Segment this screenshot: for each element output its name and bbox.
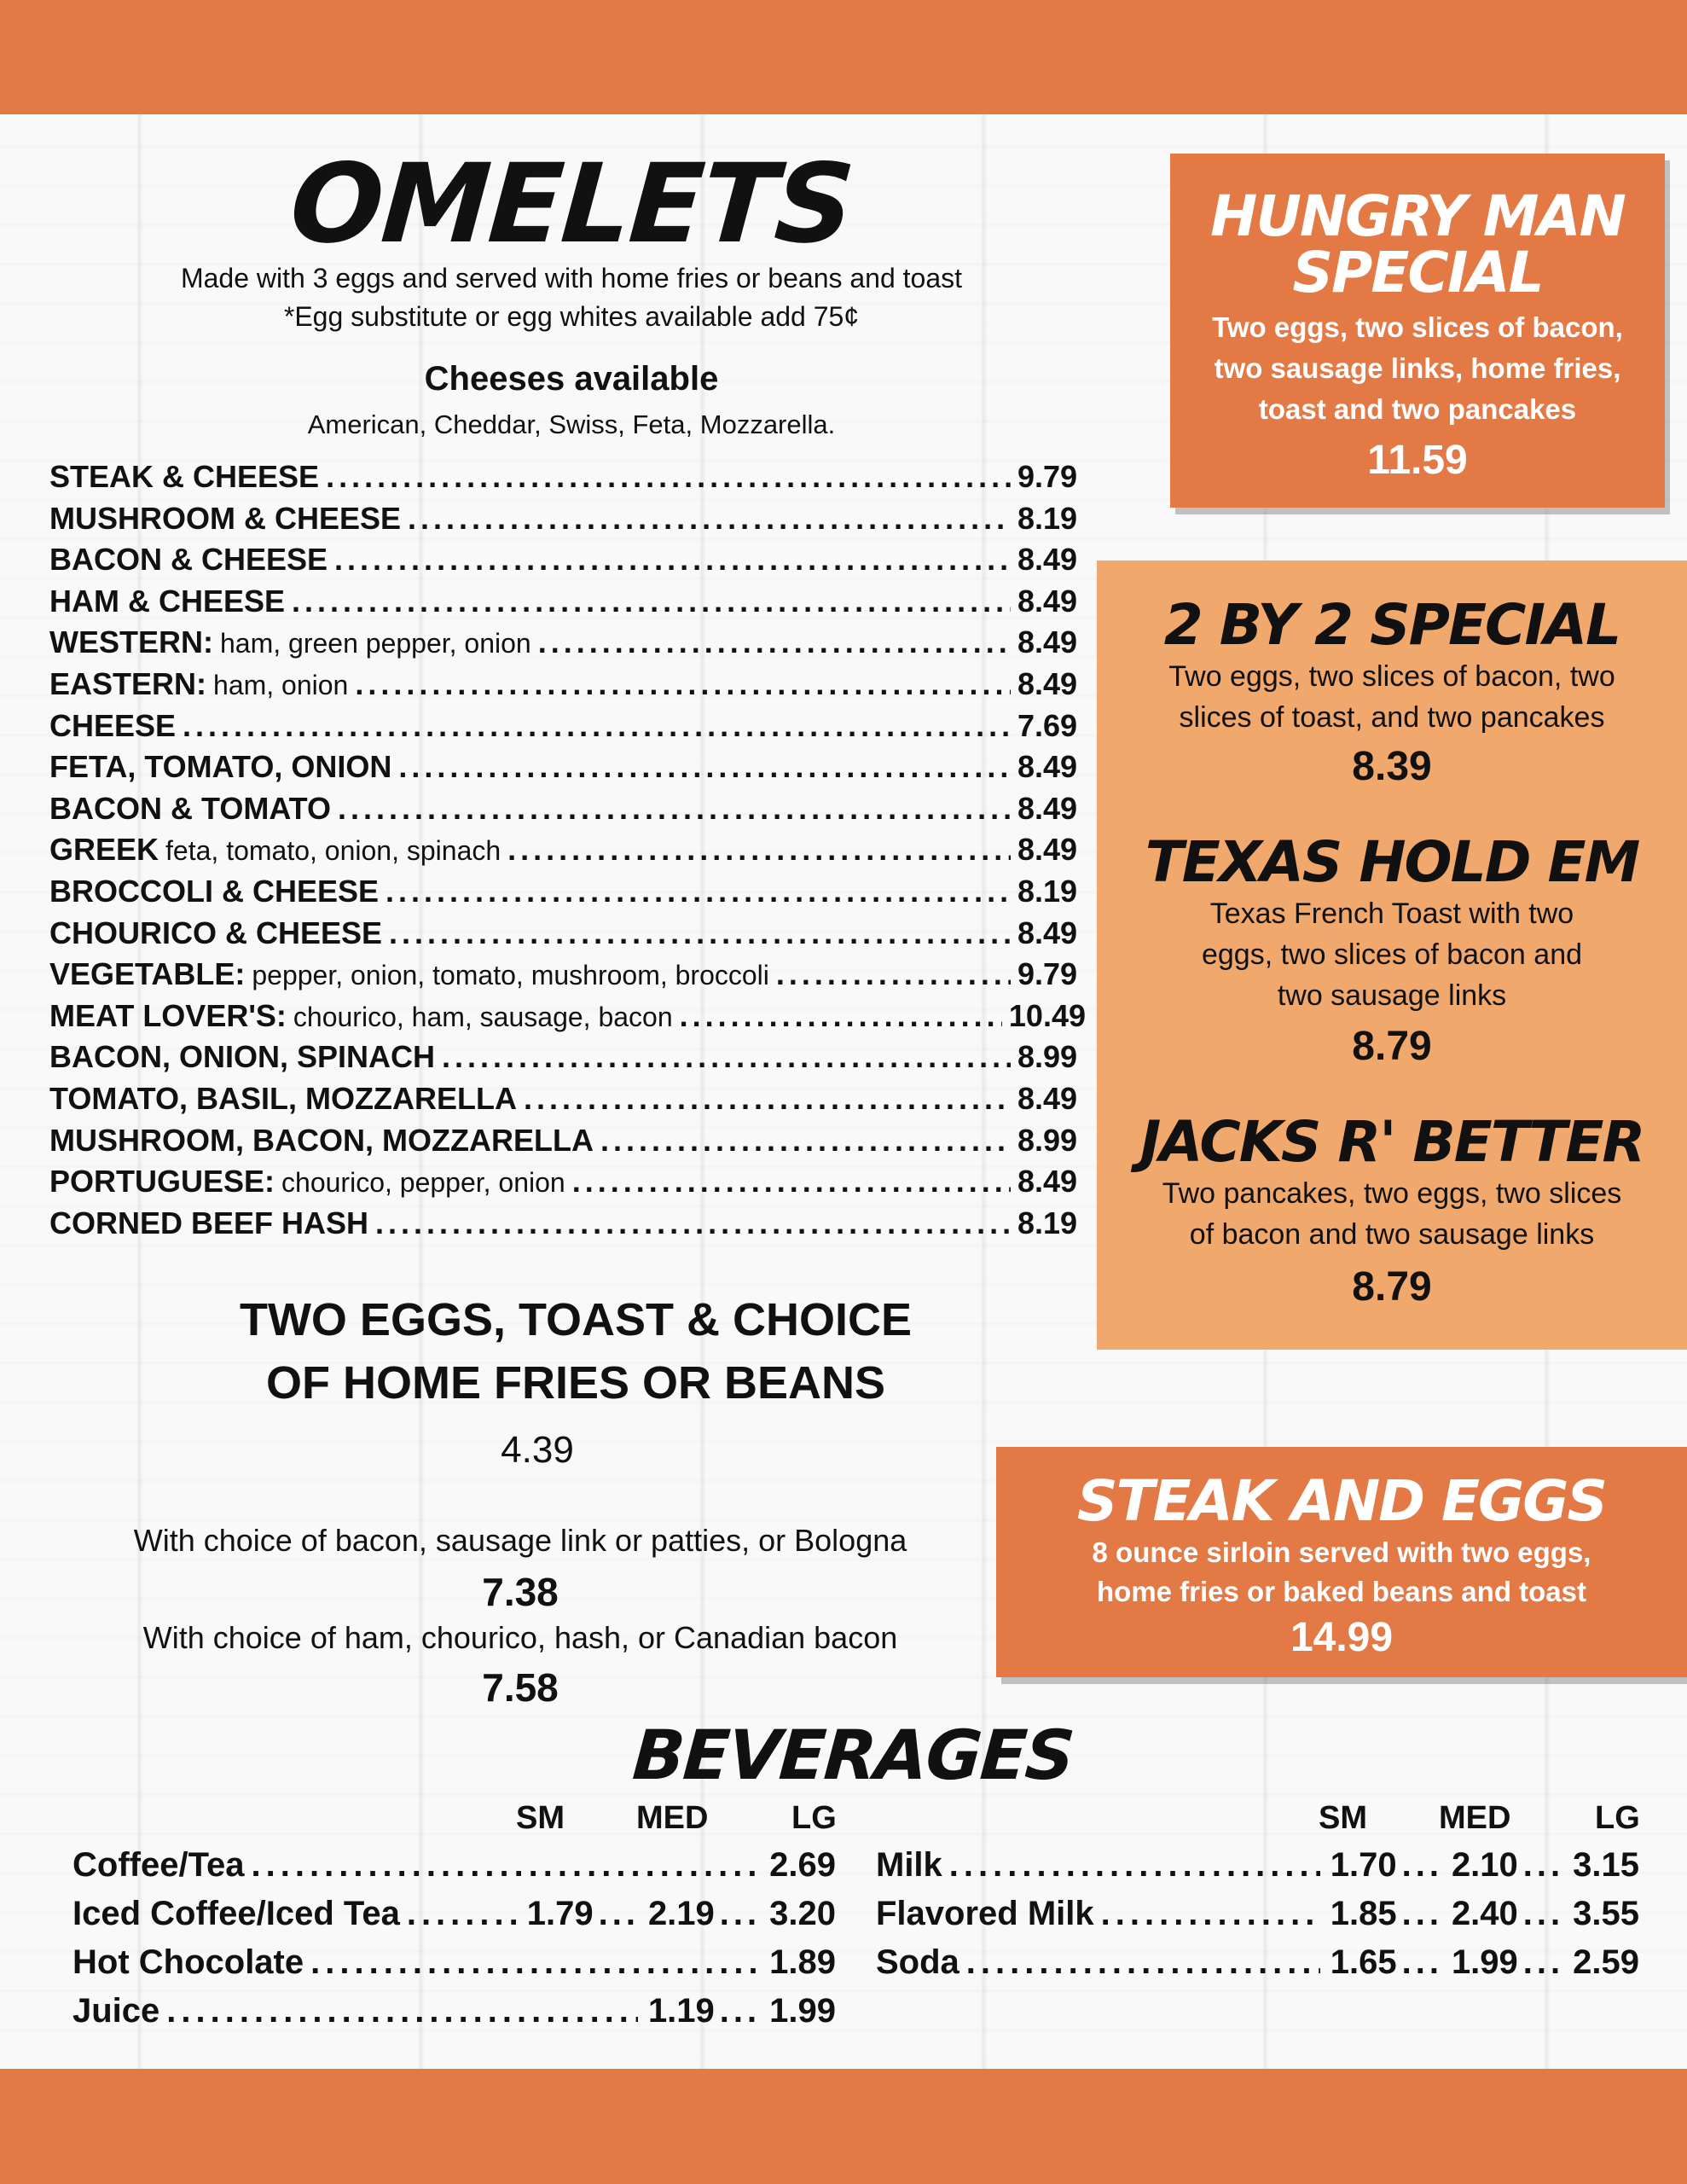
omelet-item-name: VEGETABLE: (49, 956, 246, 992)
dot-leader (600, 1123, 1011, 1159)
cheeses-list: American, Cheddar, Swiss, Feta, Mozzarella. (307, 410, 836, 439)
beverage-item (72, 1895, 836, 1943)
beverage-item (876, 1943, 1639, 1992)
dot-leader: ... (719, 1895, 762, 1932)
omelet-item-name: BACON, ONION, SPINACH (49, 1039, 436, 1075)
omelet-item-name: EASTERN: (49, 665, 207, 701)
omelet-item-price: 8.49 (1017, 749, 1078, 785)
omelet-item-name: TOMATO, BASIL, MOZZARELLA (49, 1080, 517, 1116)
omelet-item-desc: chourico, ham, sausage, bacon (293, 1001, 673, 1032)
hungry-man-special-box (1170, 154, 1665, 508)
texas-desc-line3: two sausage links (1277, 979, 1507, 1012)
bottom-banner (0, 2069, 1687, 2184)
bev-right-size-sm: SM (1319, 1800, 1367, 1836)
omelet-item-name: CORNED BEEF HASH (49, 1205, 369, 1240)
dot-leader (386, 874, 1011, 909)
beverage-name: Milk (876, 1846, 942, 1884)
omelet-item-desc: chourico, pepper, onion (281, 1167, 565, 1199)
beverages-right-list (876, 1846, 1639, 1992)
omelet-item-price: 8.99 (1017, 1122, 1078, 1158)
dot-leader: ... (1401, 1895, 1443, 1932)
dot-leader (776, 956, 1011, 992)
texas-desc-line1: Texas French Toast with two (1209, 897, 1574, 930)
jacks-desc-line1: Two pancakes, two eggs, two slices (1162, 1177, 1622, 1210)
omelet-item-name: MUSHROOM, BACON, MOZZARELLA (49, 1122, 594, 1158)
dot-leader (292, 584, 1011, 619)
beverage-item (72, 1943, 836, 1992)
steak-eggs-desc-line1: 8 ounce sirloin served with two eggs, (1092, 1536, 1591, 1568)
beverage-price-sm: 1.65 (1330, 1943, 1397, 1981)
specials-panel (1097, 561, 1687, 1350)
hungry-man-desc-line1: Two eggs, two slices of bacon, (1212, 311, 1623, 343)
dot-leader (389, 915, 1011, 951)
omelet-item-price: 8.19 (1017, 873, 1078, 909)
dot-leader: ... (1522, 1846, 1565, 1884)
beverage-price-sm: 1.70 (1330, 1846, 1397, 1884)
beverage-price-med: 2.19 (647, 1895, 715, 1932)
omelet-item (49, 832, 1086, 874)
omelet-item-name: BACON & TOMATO (49, 790, 331, 826)
dot-leader: ... (1522, 1943, 1565, 1981)
dot-leader (949, 1846, 1320, 1885)
jacks-desc-line2: of bacon and two sausage links (1189, 1218, 1595, 1251)
dot-leader (408, 501, 1011, 537)
dot-leader (538, 624, 1011, 660)
omelet-item (49, 1039, 1086, 1081)
beverage-name: Juice (72, 1992, 160, 2030)
dot-leader (572, 1164, 1011, 1199)
beverage-price-lg: 3.20 (769, 1895, 836, 1932)
beverage-price-med: 2.40 (1451, 1895, 1518, 1932)
hungry-man-title-line2: SPECIAL (1292, 240, 1543, 305)
hungry-man-desc-line2: two sausage links, home fries, (1214, 352, 1621, 384)
beverage-price-lg: 3.55 (1573, 1895, 1639, 1932)
beverage-price-lg: 1.89 (769, 1943, 836, 1981)
omelet-item-price: 8.19 (1017, 500, 1078, 536)
omelet-item (49, 998, 1086, 1040)
beverage-price-sm: 1.79 (526, 1895, 594, 1932)
beverage-price-med: 1.99 (1451, 1943, 1518, 1981)
steak-eggs-desc-line2: home fries or baked beans and toast (1097, 1576, 1586, 1607)
omelets-subtitle: Made with 3 eggs and served with home fries or beans and toast (180, 263, 963, 293)
omelet-item-name: GREEK (49, 832, 159, 868)
omelet-item (49, 666, 1086, 708)
omelet-item-price: 10.49 (1008, 997, 1086, 1033)
steak-eggs-price: 14.99 (1290, 1615, 1394, 1660)
dot-leader (524, 1081, 1011, 1117)
two-eggs-title-line2: OF HOME FRIES OR BEANS (265, 1357, 886, 1409)
dot-leader (252, 1846, 760, 1885)
dot-leader (310, 1943, 759, 1982)
dot-leader: ... (1401, 1943, 1443, 1981)
two-eggs-title-line1: TWO EGGS, TOAST & CHOICE (239, 1294, 913, 1345)
steak-eggs-title: STEAK AND EGGS (1077, 1468, 1606, 1534)
bev-left-size-sm: SM (516, 1800, 565, 1836)
hungry-man-title-line1: HUNGRY MAN (1210, 183, 1625, 249)
omelet-item-desc: ham, onion (213, 669, 349, 700)
omelet-item-name: STEAK & CHEESE (49, 459, 320, 494)
jacks-title: JACKS R' BETTER (1139, 1109, 1644, 1175)
two-eggs-price: 4.39 (501, 1429, 574, 1471)
jacks-price: 8.79 (1352, 1264, 1432, 1310)
omelet-item (49, 459, 1086, 501)
dot-leader (407, 1895, 517, 1933)
beverage-name: Coffee/Tea (72, 1846, 245, 1884)
omelet-item-name: WESTERN: (49, 624, 213, 660)
omelets-note: *Egg substitute or egg whites available add 75¢ (283, 301, 860, 332)
hungry-man-price: 11.59 (1367, 438, 1468, 483)
omelet-item-desc: feta, tomato, onion, spinach (165, 835, 501, 867)
dot-leader (507, 832, 1011, 868)
omelet-item (49, 749, 1086, 791)
omelet-item (49, 791, 1086, 833)
omelet-item-price: 8.49 (1017, 542, 1078, 578)
two-by-two-desc-line2: slices of toast, and two pancakes (1179, 701, 1605, 734)
omelet-item-price: 9.79 (1017, 956, 1078, 992)
dot-leader: ... (719, 1992, 762, 2030)
beverages-title: BEVERAGES (629, 1716, 1076, 1795)
omelet-item (49, 624, 1086, 666)
omelet-item-price: 8.99 (1017, 1039, 1078, 1075)
top-banner (0, 0, 1687, 114)
bev-right-size-med: MED (1439, 1800, 1511, 1836)
omelet-item-price: 8.49 (1017, 1164, 1078, 1199)
two-eggs-option1-price: 7.38 (482, 1570, 559, 1614)
hungry-man-desc-line3: toast and two pancakes (1258, 393, 1577, 425)
dot-leader (166, 1992, 638, 2030)
omelet-item (49, 1164, 1086, 1205)
omelet-item (49, 915, 1086, 957)
omelet-item (49, 584, 1086, 625)
dot-leader: ... (1522, 1895, 1565, 1932)
dot-leader (398, 749, 1011, 785)
omelet-item-name: BROCCOLI & CHEESE (49, 873, 380, 909)
bev-left-size-med: MED (636, 1800, 709, 1836)
omelet-item-price: 8.49 (1017, 665, 1078, 701)
two-eggs-option1: With choice of bacon, sausage link or patties, or Bologna (133, 1523, 907, 1558)
omelet-item (49, 1081, 1086, 1123)
omelet-item-price: 8.49 (1017, 1080, 1078, 1116)
beverages-left-list (72, 1846, 836, 2041)
texas-title: TEXAS HOLD EM (1145, 829, 1639, 895)
omelet-item (49, 874, 1086, 915)
beverage-item (72, 1992, 836, 2041)
dot-leader (183, 708, 1011, 744)
omelet-item (49, 1123, 1086, 1165)
beverage-item (876, 1846, 1639, 1895)
dot-leader (442, 1039, 1011, 1075)
dot-leader (334, 542, 1011, 578)
beverage-price-lg: 2.69 (769, 1846, 836, 1884)
two-by-two-title: 2 BY 2 SPECIAL (1163, 592, 1620, 658)
omelet-item (49, 501, 1086, 543)
omelet-item-price: 8.49 (1017, 583, 1078, 619)
omelet-item-name: CHEESE (49, 707, 177, 743)
omelet-item-price: 8.49 (1017, 915, 1078, 950)
steak-and-eggs-box (996, 1447, 1687, 1677)
omelet-item-price: 8.49 (1017, 790, 1078, 826)
dot-leader (680, 998, 1002, 1034)
bev-right-size-lg: LG (1595, 1800, 1640, 1836)
omelet-item-name: PORTUGUESE: (49, 1164, 275, 1199)
two-eggs-option2-price: 7.58 (482, 1665, 559, 1710)
dot-leader (1101, 1895, 1320, 1933)
omelet-item-name: FETA, TOMATO, ONION (49, 749, 392, 785)
dot-leader: ... (598, 1895, 640, 1932)
omelet-item-name: BACON & CHEESE (49, 542, 328, 578)
omelet-item-name: HAM & CHEESE (49, 583, 286, 619)
omelet-item-price: 9.79 (1017, 459, 1078, 494)
beverage-price-lg: 1.99 (769, 1992, 836, 2030)
omelet-list (49, 459, 1086, 1246)
omelet-item-price: 8.19 (1017, 1205, 1078, 1240)
omelet-item-name: CHOURICO & CHEESE (49, 915, 383, 950)
two-eggs-option2: With choice of ham, chourico, hash, or Canadian bacon (142, 1620, 898, 1655)
beverage-name: Hot Chocolate (72, 1943, 304, 1981)
beverage-price-med: 2.10 (1451, 1846, 1518, 1884)
texas-price: 8.79 (1352, 1024, 1432, 1069)
dot-leader (375, 1205, 1011, 1241)
omelet-item (49, 1205, 1086, 1247)
omelet-item (49, 956, 1086, 998)
omelet-item-desc: ham, green pepper, onion (220, 628, 531, 659)
beverage-item (72, 1846, 836, 1895)
omelet-item-price: 8.49 (1017, 832, 1078, 868)
dot-leader: ... (1401, 1846, 1443, 1884)
beverage-name: Flavored Milk (876, 1895, 1094, 1932)
omelet-item-name: MUSHROOM & CHEESE (49, 500, 402, 536)
omelet-item-price: 7.69 (1017, 707, 1078, 743)
dot-leader (966, 1943, 1320, 1982)
omelet-item (49, 708, 1086, 750)
omelet-item (49, 542, 1086, 584)
dot-leader (326, 459, 1011, 495)
two-eggs-title (111, 1288, 1041, 1414)
beverage-price-sm: 1.85 (1330, 1895, 1397, 1932)
two-by-two-desc-line1: Two eggs, two slices of bacon, two (1168, 660, 1615, 693)
dot-leader (338, 791, 1011, 827)
omelets-title: OMELETS (286, 141, 857, 268)
beverage-item (876, 1895, 1639, 1943)
beverage-name: Soda (876, 1943, 959, 1981)
bev-left-size-lg: LG (791, 1800, 837, 1836)
omelet-item-name: MEAT LOVER'S: (49, 997, 287, 1033)
omelet-item-price: 8.49 (1017, 624, 1078, 660)
two-by-two-price: 8.39 (1352, 744, 1432, 789)
omelet-item-desc: pepper, onion, tomato, mushroom, broccoli (252, 960, 769, 991)
dot-leader (355, 666, 1011, 702)
texas-desc-line2: eggs, two slices of bacon and (1201, 938, 1583, 971)
beverage-price-lg: 3.15 (1573, 1846, 1639, 1884)
beverage-price-sm: 1.19 (647, 1992, 715, 2030)
beverage-name: Iced Coffee/Iced Tea (72, 1895, 400, 1932)
beverage-price-lg: 2.59 (1573, 1943, 1639, 1981)
cheeses-heading: Cheeses available (424, 360, 719, 398)
